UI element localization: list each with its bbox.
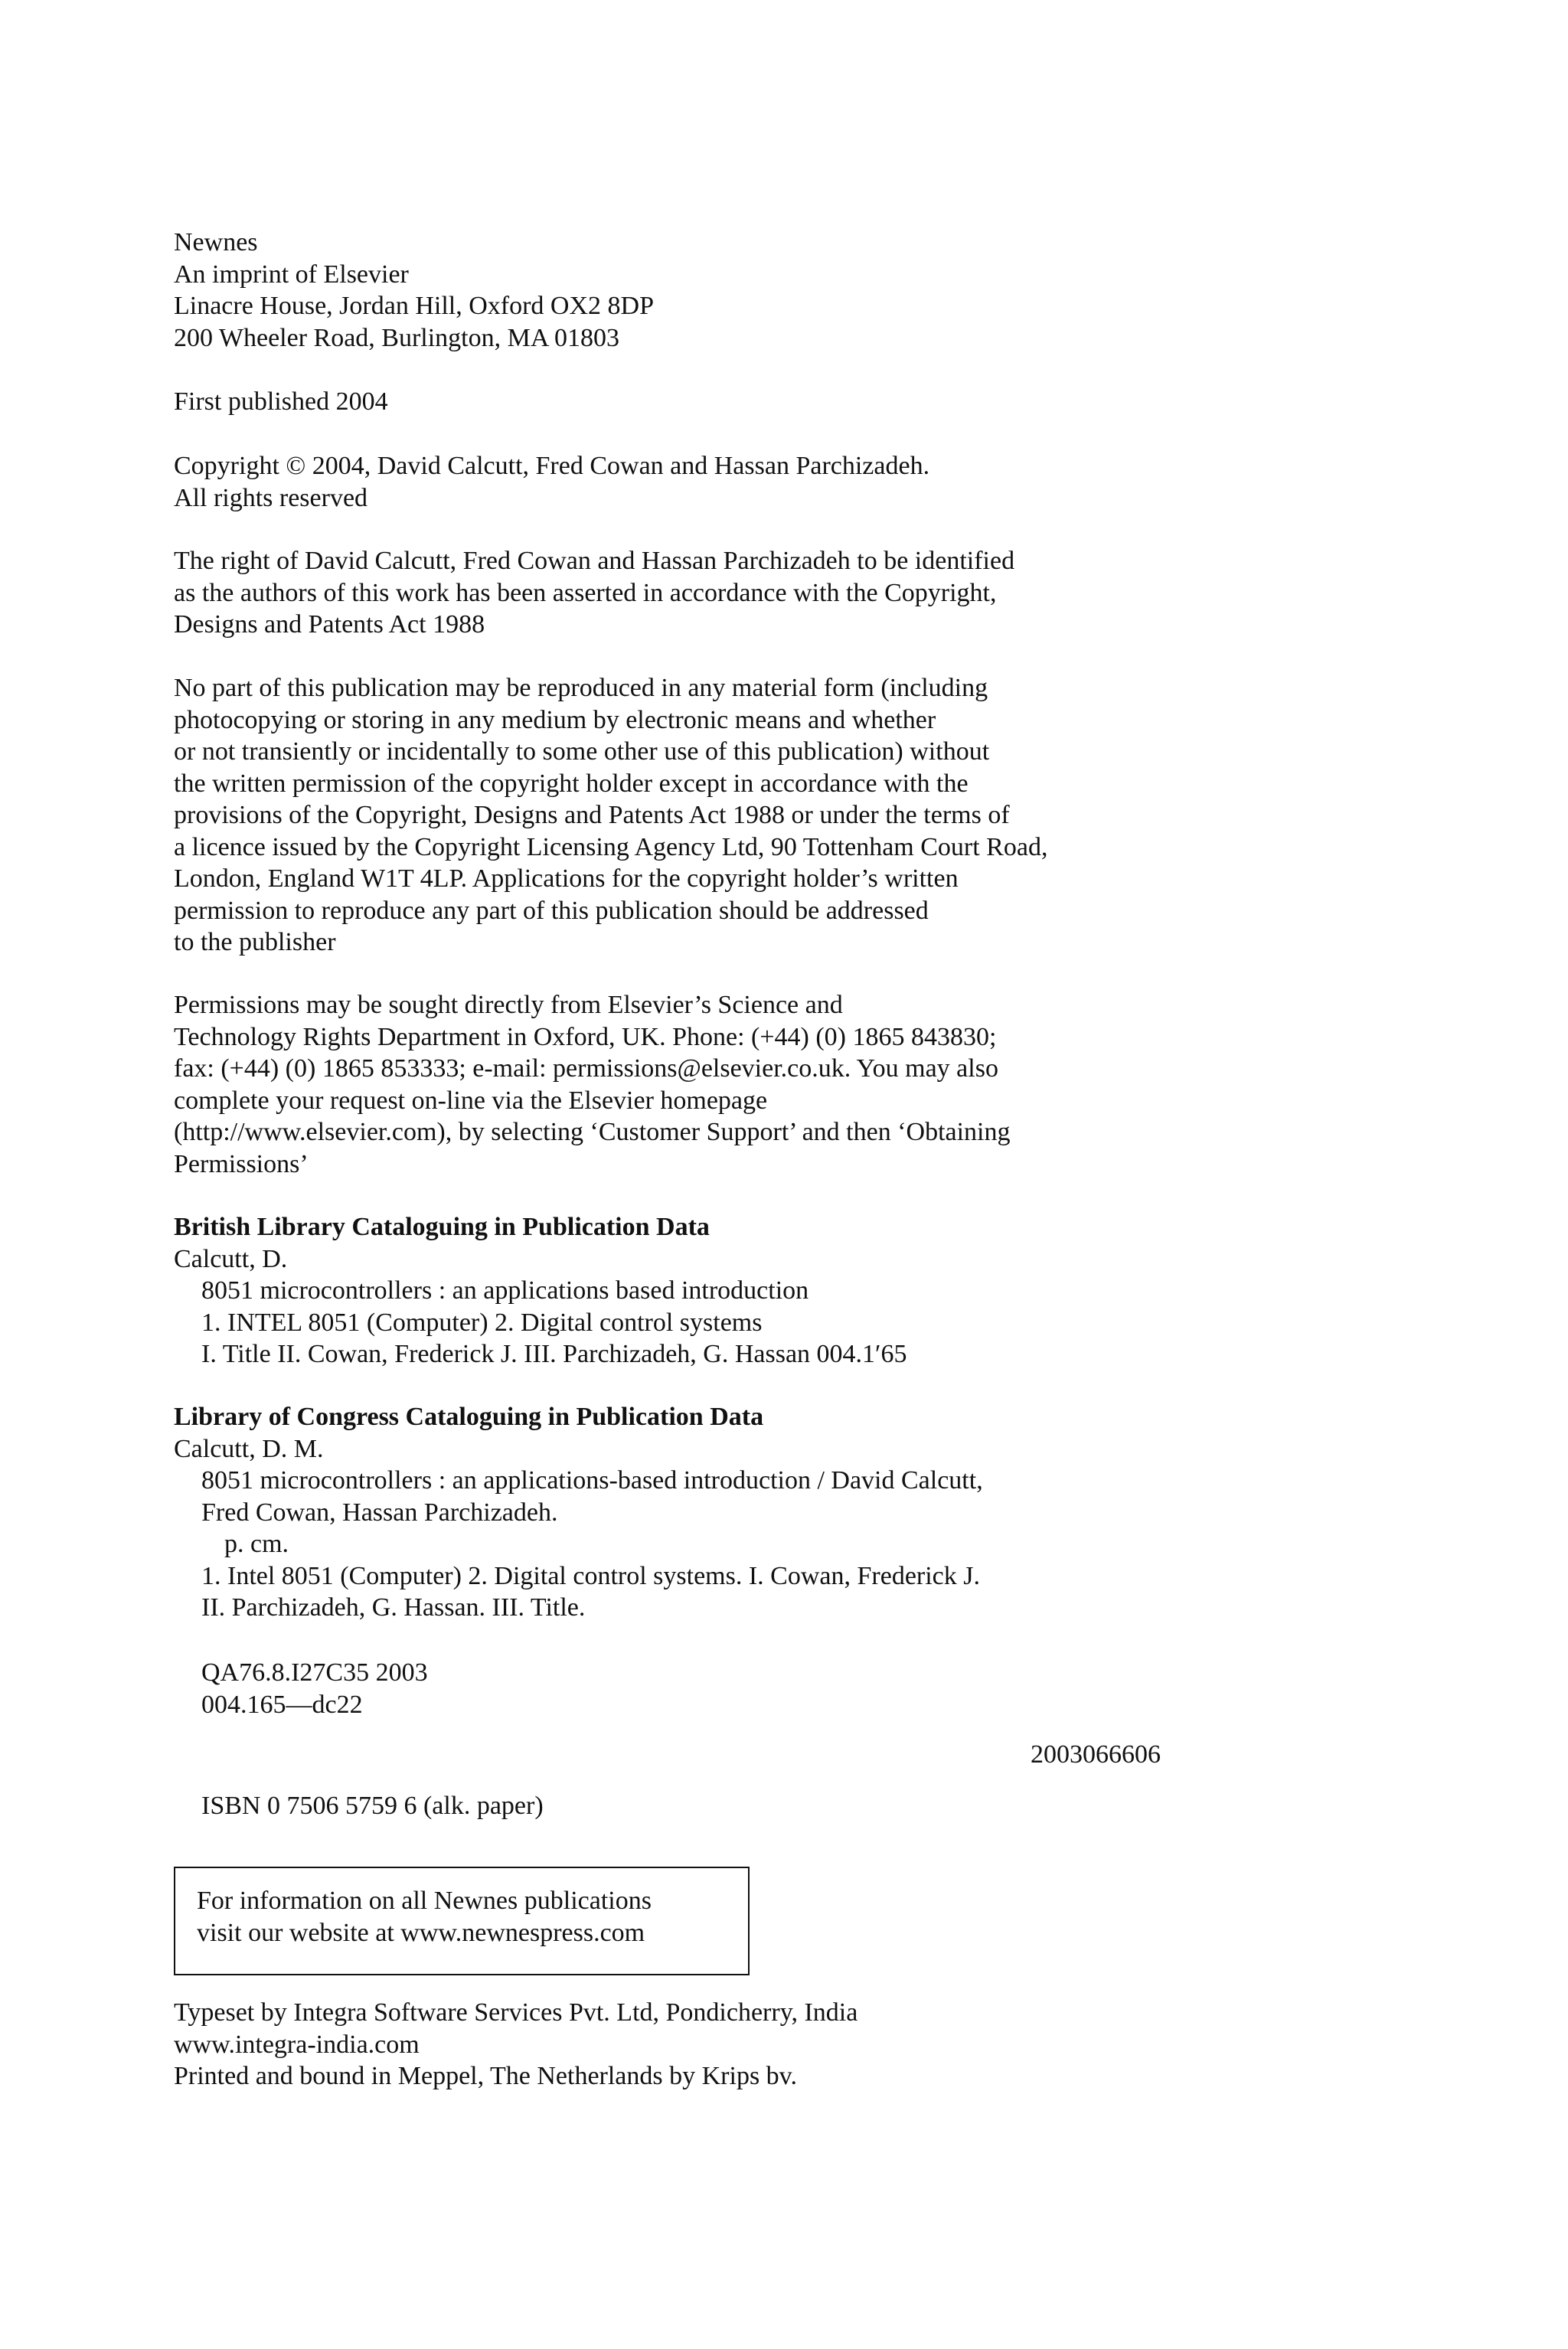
text-line: permission to reproduce any part of this publication should be addressed <box>174 896 929 925</box>
text-line: Technology Rights Department in Oxford, UK. Phone: (+44) (0) 1865 843830; <box>174 1022 997 1051</box>
copyright-line: Copyright © 2004, David Calcutt, Fred Cowan and Hassan Parchizadeh. <box>174 452 930 480</box>
text-line: to the publisher <box>174 928 336 956</box>
text-line: Designs and Patents Act 1988 <box>174 610 485 639</box>
cip-line: 8051 microcontrollers : an applications based introduction <box>201 1276 809 1305</box>
text-line: as the authors of this work has been asserted in accordance with the Copyright, <box>174 578 997 607</box>
publisher-address <box>174 227 1475 354</box>
isbn-block <box>174 1790 1475 1822</box>
text-line: The right of David Calcutt, Fred Cowan and Hassan Parchizadeh to be identified <box>174 547 1015 575</box>
publisher-address-us: 200 Wheeler Road, Burlington, MA 01803 <box>174 323 620 352</box>
text-line: provisions of the Copyright, Designs and Patents Act 1988 or under the terms of <box>174 801 1010 829</box>
cip-line: Fred Cowan, Hassan Parchizadeh. <box>201 1498 558 1527</box>
info-box-line: For information on all Newnes publications <box>197 1887 652 1915</box>
text-line: Permissions may be sought directly from Elsevier’s Science and <box>174 991 843 1019</box>
publisher-address-uk: Linacre House, Jordan Hill, Oxford OX2 8DP <box>174 292 654 320</box>
text-line: fax: (+44) (0) 1865 853333; e-mail: permissions@elsevier.co.uk. You may also <box>174 1054 998 1083</box>
text-line: Permissions’ <box>174 1149 309 1178</box>
text-line: No part of this publication may be reproduced in any material form (including <box>174 674 988 702</box>
typeset-printing-block <box>174 1997 1475 2093</box>
isbn-line: ISBN 0 7506 5759 6 (alk. paper) <box>201 1792 544 1820</box>
lccn-number: 2003066606 <box>1031 1740 1161 1769</box>
dewey-classification: 004.165—dc22 <box>201 1690 363 1719</box>
text-line: the written permission of the copyright holder except in accordance with the <box>174 769 969 798</box>
british-library-cip <box>174 1211 1475 1371</box>
cip-line: 1. INTEL 8051 (Computer) 2. Digital control systems <box>201 1308 763 1337</box>
text-line: complete your request on-line via the Elsevier homepage <box>174 1086 768 1115</box>
rights-reserved-line: All rights reserved <box>174 483 368 512</box>
cip-author: Calcutt, D. <box>174 1244 288 1273</box>
cip-line: 1. Intel 8051 (Computer) 2. Digital control systems. I. Cowan, Frederick J. <box>201 1561 980 1590</box>
text-line: or not transiently or incidentally to some other use of this publication) without <box>174 737 990 766</box>
printed-line: Printed and bound in Meppel, The Netherlands by Krips bv. <box>174 2062 797 2090</box>
permissions-paragraph <box>174 989 1475 1180</box>
cip-heading: British Library Cataloguing in Publication Data <box>174 1213 710 1241</box>
typeset-line: Typeset by Integra Software Services Pvt. Ltd, Pondicherry, India <box>174 1998 858 2027</box>
info-box-line: visit our website at www.newnespress.com <box>197 1918 645 1947</box>
first-published <box>174 386 1475 418</box>
cip-heading: Library of Congress Cataloguing in Publication Data <box>174 1403 764 1431</box>
copyright-notice <box>174 450 1475 514</box>
cip-line: I. Title II. Cowan, Frederick J. III. Parchizadeh, G. Hassan 004.1′65 <box>201 1340 907 1368</box>
publisher-name: Newnes <box>174 228 258 256</box>
text-line: (http://www.elsevier.com), by selecting ‘Customer Support’ and then ‘Obtaining <box>174 1118 1011 1146</box>
website-info-box <box>174 1867 750 1975</box>
classification-block <box>174 1657 1475 1720</box>
first-published-line: First published 2004 <box>174 387 388 416</box>
cip-author: Calcutt, D. M. <box>174 1434 324 1463</box>
publisher-imprint: An imprint of Elsevier <box>174 260 409 289</box>
cip-line: II. Parchizadeh, G. Hassan. III. Title. <box>201 1593 586 1622</box>
reproduction-paragraph <box>174 672 1475 959</box>
cip-line: 8051 microcontrollers : an applications-based introduction / David Calcutt, <box>201 1466 983 1495</box>
moral-rights-paragraph <box>174 545 1475 641</box>
cip-pagination: p. cm. <box>224 1530 289 1558</box>
text-line: London, England W1T 4LP. Applications for the copyright holder’s written <box>174 864 959 893</box>
library-of-congress-cip <box>174 1401 1475 1624</box>
typeset-website: www.integra-india.com <box>174 2030 420 2059</box>
text-line: photocopying or storing in any medium by electronic means and whether <box>174 705 936 734</box>
lc-classification: QA76.8.I27C35 2003 <box>201 1658 428 1687</box>
text-line: a licence issued by the Copyright Licensing Agency Ltd, 90 Tottenham Court Road, <box>174 832 1048 861</box>
